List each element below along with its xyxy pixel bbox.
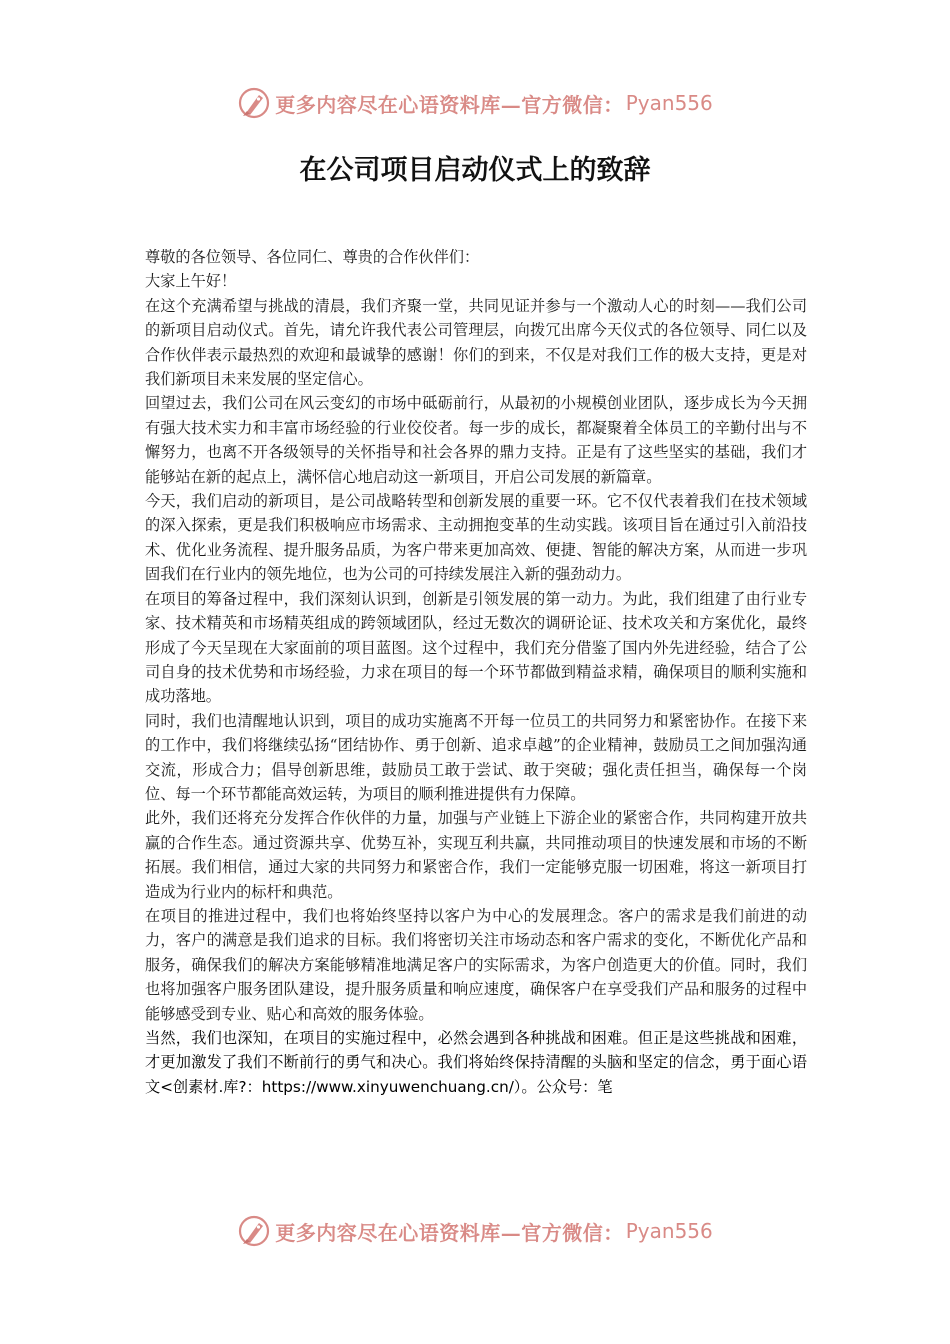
pen-nib-logo-icon: [237, 86, 271, 120]
paragraph-truncated: 当然，我们也深知，在项目的实施过程中，必然会遇到各种挑战和困难。但正是这些挑战和困难，才更加激发了我们不断前行的勇气和决心。我们将始终保持清醒的头脑和坚定的信念，勇于面心语文<创素材.库?：https://www.xinyuwenchuang.cn/）。公众号：笔: [145, 1029, 807, 1096]
paragraph: 今天，我们启动的新项目，是公司战略转型和创新发展的重要一环。它不仅代表着我们在技术领域的深入探索，更是我们积极响应市场需求、主动拥抱变革的生动实践。该项目旨在通过引入前沿技术、优化业务流程、提升服务品质，为客户带来更加高效、便捷、智能的解决方案，从而进一步巩固我们在行业内的领先地位，也为公司的可持续发展注入新的强劲动力。: [145, 492, 807, 584]
paragraph: 同时，我们也清醒地认识到，项目的成功实施离不开每一位员工的共同努力和紧密协作。在接下来的工作中，我们将继续弘扬“团结协作、勇于创新、追求卓越”的企业精神，鼓励员工之间加强沟通交流，形成合力；倡导创新思维，鼓励员工敢于尝试、敢于突破；强化责任担当，确保每一个岗位、每一个环节都能高效运转，为项目的顺利推进提供有力保障。: [145, 711, 807, 803]
salutation: 尊敬的各位领导、各位同仁、尊贵的合作伙伴们：: [145, 248, 480, 266]
greeting: 大家上午好！: [145, 272, 237, 291]
document-body: [145, 245, 807, 1098]
footer-banner: [0, 1211, 950, 1251]
wechat-id: Pyan556: [625, 1219, 713, 1243]
paragraph: 在项目的筹备过程中，我们深刻认识到，创新是引领发展的第一动力。为此，我们组建了由行业专家、技术精英和市场精英组成的跨领域团队，经过无数次的调研论证、技术攻关和方案优化，最终形成了今天呈现在大家面前的项目蓝图。这个过程中，我们充分借鉴了国内外先进经验，结合了公司自身的技术优势和市场经验，力求在项目的每一个环节都做到精益求精，确保项目的顺利实施和成功落地。: [145, 589, 807, 706]
paragraph: 此外，我们还将充分发挥合作伙伴的力量，加强与产业链上下游企业的紧密合作，共同构建开放共赢的合作生态。通过资源共享、优势互补，实现互利共赢，共同推动项目的快速发展和市场的不断拓展。我们相信，通过大家的共同努力和紧密合作，我们一定能够克服一切困难，将这一新项目打造成为行业内的标杆和典范。: [145, 809, 807, 901]
paragraph: 在项目的推进过程中，我们也将始终坚持以客户为中心的发展理念。客户的需求是我们前进的动力，客户的满意是我们追求的目标。我们将密切关注市场动态和客户需求的变化，不断优化产品和服务，确保我们的解决方案能够精准地满足客户的实际需求，为客户创造更大的价值。同时，我们也将加强客户服务团队建设，提升服务质量和响应速度，确保客户在享受我们产品和服务的过程中能够感受到专业、贴心和高效的服务体验。: [145, 906, 807, 1023]
header-banner: [0, 83, 950, 123]
banner-text: 更多内容尽在心语资料库—官方微信：: [275, 1220, 624, 1245]
banner-text: 更多内容尽在心语资料库—官方微信：: [275, 92, 624, 117]
wechat-id: Pyan556: [625, 91, 713, 115]
paragraph: 在这个充满希望与挑战的清晨，我们齐聚一堂，共同见证并参与一个激动人心的时刻——我们公司的新项目启动仪式。首先，请允许我代表公司管理层，向拨冗出席今天仪式的各位领导、同仁以及合作伙伴表示最热烈的欢迎和最诚挚的感谢！你们的到来，不仅是对我们工作的极大支持，更是对我们新项目未来发展的坚定信心。: [145, 296, 807, 389]
pen-nib-logo-icon: [237, 1214, 271, 1248]
paragraph: 回望过去，我们公司在风云变幻的市场中砥砺前行，从最初的小规模创业团队，逐步成长为今天拥有强大技术实力和丰富市场经验的行业佼佼者。每一步的成长，都凝聚着全体员工的辛勤付出与不懈努力，也离不开各级领导的关怀指导和社会各界的鼎力支持。正是有了这些坚实的基础，我们才能够站在新的起点上，满怀信心地启动这一新项目，开启公司发展的新篇章。: [145, 394, 807, 486]
document-title: 在公司项目启动仪式上的致辞: [299, 155, 651, 186]
